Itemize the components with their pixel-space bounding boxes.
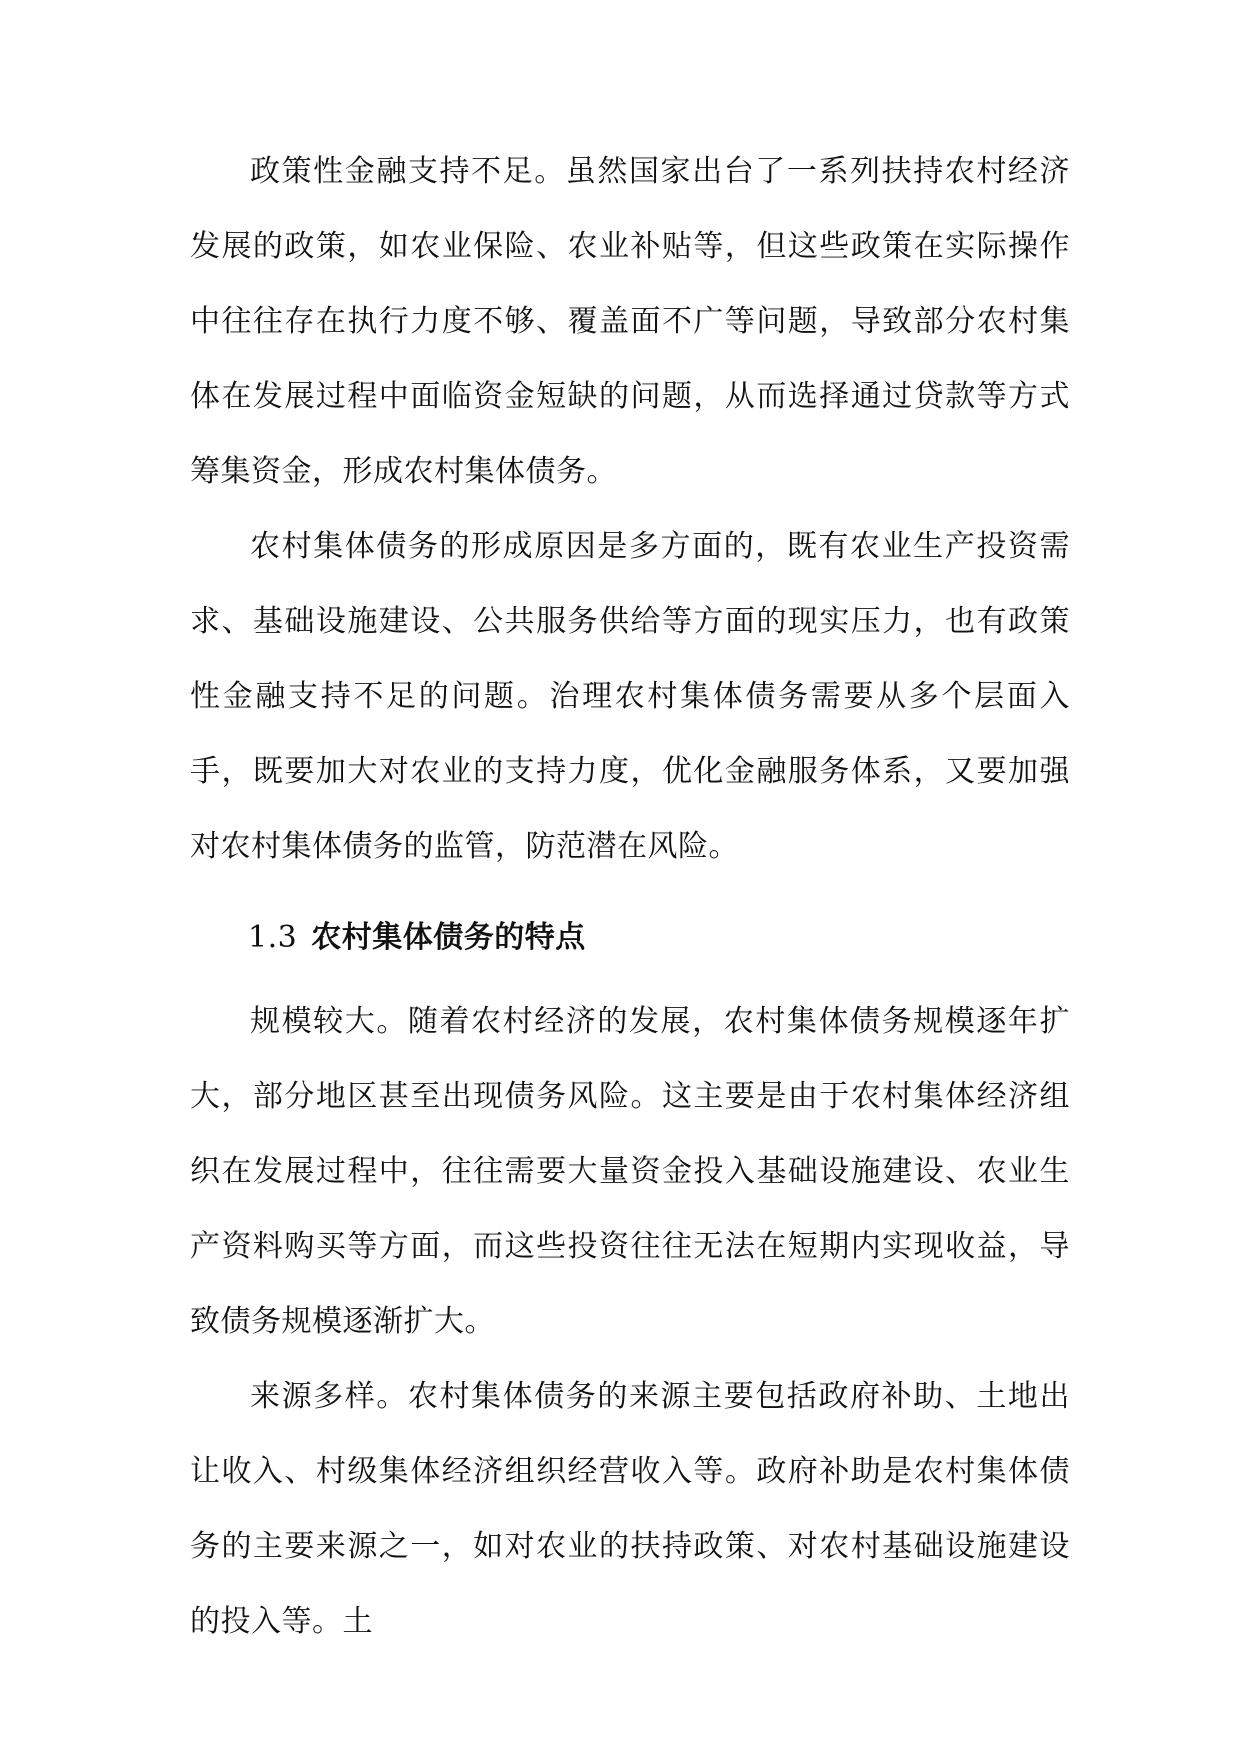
- paragraph-diverse-sources: 来源多样。农村集体债务的来源主要包括政府补助、土地出让收入、村级集体经济组织经营收入等。政府补助是农村集体债务的主要来源之一，如对农业的扶持政策、对农村基础设施建设的投入等。土: [190, 1379, 1070, 1639]
- section-number: 1.3: [248, 920, 298, 955]
- paragraph-large-scale: 规模较大。随着农村经济的发展，农村集体债务规模逐年扩大，部分地区甚至出现债务风险。这主要是由于农村集体经济组织在发展过程中，往往需要大量资金投入基础设施建设、农业生产资料购买等方面，而这些投资往往无法在短期内实现收益，导致债务规模逐渐扩大。: [190, 1004, 1070, 1339]
- paragraph-debt-causes: 农村集体债务的形成原因是多方面的，既有农业生产投资需求、基础设施建设、公共服务供给等方面的现实压力，也有政策性金融支持不足的问题。治理农村集体债务需要从多个层面入手，既要加大对农业的支持力度，优化金融服务体系，又要加强对农村集体债务的监管，防范潜在风险。: [190, 529, 1070, 864]
- section-title: 农村集体债务的特点: [311, 920, 586, 955]
- section-heading: [248, 918, 586, 958]
- paragraph-policy-finance: 政策性金融支持不足。虽然国家出台了一系列扶持农村经济发展的政策，如农业保险、农业补贴等，但这些政策在实际操作中往往存在执行力度不够、覆盖面不广等问题，导致部分农村集体在发展过程中面临资金短缺的问题，从而选择通过贷款等方式筹集资金，形成农村集体债务。: [190, 154, 1070, 489]
